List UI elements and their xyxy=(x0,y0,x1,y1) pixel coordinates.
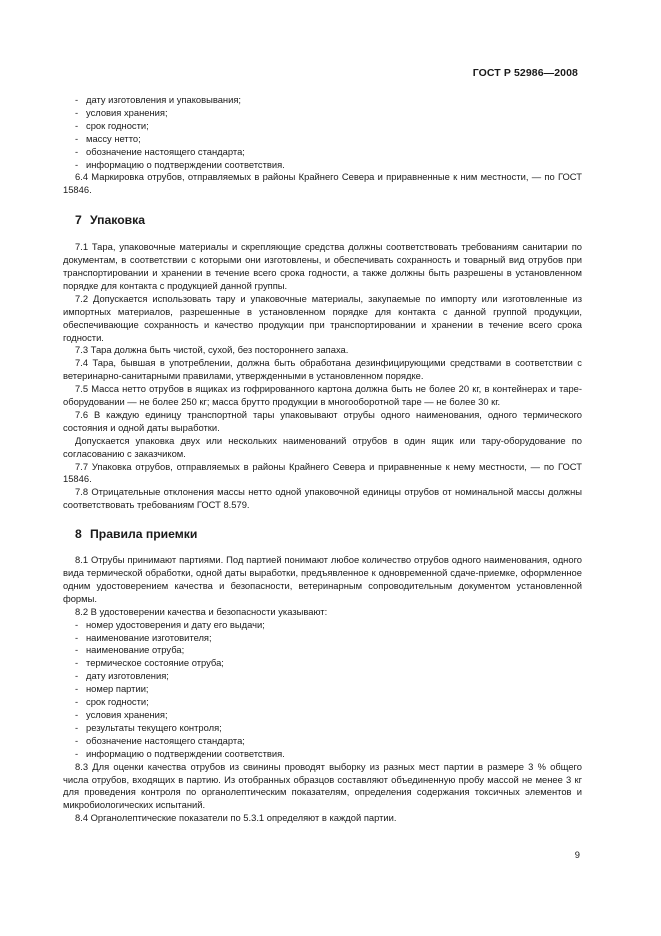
paragraph-8-2: 8.2 В удостоверении качества и безопасности указывают: xyxy=(75,605,328,617)
standard-header: ГОСТ Р 52986—2008 xyxy=(472,67,578,79)
list-item: - дату изготовления; xyxy=(75,670,169,682)
paragraph-7-6: 7.6 В каждую единицу транспортной тары упаковывают отрубы одного наименования, одного термического состояния и одной даты выработки. xyxy=(63,408,582,433)
paragraph-7-4: 7.4 Тара, бывшая в употреблении, должна быть обработана дезинфицирующими средствами в соответствии с ветеринарно-санитарными правилами, утвержденными в установленном порядке. xyxy=(63,357,582,382)
paragraph-7-8: 7.8 Отрицательные отклонения массы нетто одной упаковочной единицы отрубов от номинальной массы должны соответствовать требованиям ГОСТ 8.579. xyxy=(63,486,582,511)
page-content xyxy=(63,94,582,825)
page-number: 9 xyxy=(574,849,580,860)
paragraph-7-5: 7.5 Масса нетто отрубов в ящиках из гофрированного картона должна быть не более 20 кг, в контейнерах и таре-оборудовании — не более 250 кг; масса брутто продукции в многооборотной таре — не более 30 кг. xyxy=(63,383,582,408)
list-item: - информацию о подтверждении соответствия. xyxy=(75,158,285,170)
list-item: - результаты текущего контроля; xyxy=(75,721,222,733)
paragraph-7-1: 7.1 Тара, упаковочные материалы и скрепляющие средства должны соответствовать требованиям санитарии по документам, в соответствии с которыми они изготовлены, и обеспечивать сохранность и товарный вид отрубов при транспортировании и хранении в течение всего срока годности, а также должны быть разрешены в установленном порядке для контакта с продукцией данной группы. xyxy=(63,241,582,291)
paragraph-7-6-note: Допускается упаковка двух или нескольких наименований отрубов в один ящик или тару-оборудование по согласованию с заказчиком. xyxy=(63,434,582,459)
list-item: - дату изготовления и упаковывания; xyxy=(75,94,242,105)
list-item: - массу нетто; xyxy=(75,132,141,144)
paragraph-7-2: 7.2 Допускается использовать тару и упаковочные материалы, закупаемые по импорту или изготовленные из импортных материалов, разрешенные в установленном порядке для контакта с данной группой продукции, обеспечивающие сохранность и качество продукции при транспортировании и хранении в течение всего срока годности. xyxy=(63,292,582,343)
list-item: - наименование отруба; xyxy=(75,644,185,656)
list-item: - обозначение настоящего стандарта; xyxy=(75,734,245,746)
paragraph-8-4: 8.4 Органолептические показатели по 5.3.1 определяют в каждой партии. xyxy=(75,812,397,824)
paragraph-7-7: 7.7 Упаковка отрубов, отправляемых в районы Крайнего Севера и приравненные к нему местности, — по ГОСТ 15846. xyxy=(63,460,582,485)
paragraph-7-3: 7.3 Тара должна быть чистой, сухой, без постороннего запаха. xyxy=(75,344,349,356)
list-item: - срок годности; xyxy=(75,119,149,131)
section-8-heading: 8 Правила приемки xyxy=(75,527,198,542)
paragraph-8-1: 8.1 Отрубы принимают партиями. Под партией понимают любое количество отрубов одного наименования, одного вида термической обработки, одной даты выработки, предъявленное к одновременной сдаче-приемке, оформленное одним удостоверением качества и безопасности, ветеринарным сопроводительным документом установленной формы. xyxy=(63,554,582,604)
list-item: - термическое состояние отруба; xyxy=(75,657,224,669)
paragraph-8-3: 8.3 Для оценки качества отрубов из свинины проводят выборку из разных мест партии в размере 3 % общего числа отрубов, входящих в партию. Из отобранных образцов составляют объединенную пробу массой не менее 3 кг для проведения контроля по органолептическим показателям, определения содержания токсичных элементов и микробиологических испытаний. xyxy=(63,760,582,811)
list-item: - наименование изготовителя; xyxy=(75,631,212,643)
section-7-heading: 7 Упаковка xyxy=(75,213,146,228)
list-item: - номер партии; xyxy=(75,683,149,695)
list-item: - срок годности; xyxy=(75,696,149,708)
list-item: - номер удостоверения и дату его выдачи; xyxy=(75,618,265,630)
list-item: - информацию о подтверждении соответствия. xyxy=(75,747,285,759)
paragraph-6-4: 6.4 Маркировка отрубов, отправляемых в районы Крайнего Севера и приравненные к ним местности, — по ГОСТ 15846. xyxy=(63,171,582,196)
list-item: - условия хранения; xyxy=(75,106,168,118)
list-item: - обозначение настоящего стандарта; xyxy=(75,145,245,157)
certificate-list xyxy=(63,619,582,761)
marking-list xyxy=(63,94,582,171)
list-item: - условия хранения; xyxy=(75,708,168,720)
